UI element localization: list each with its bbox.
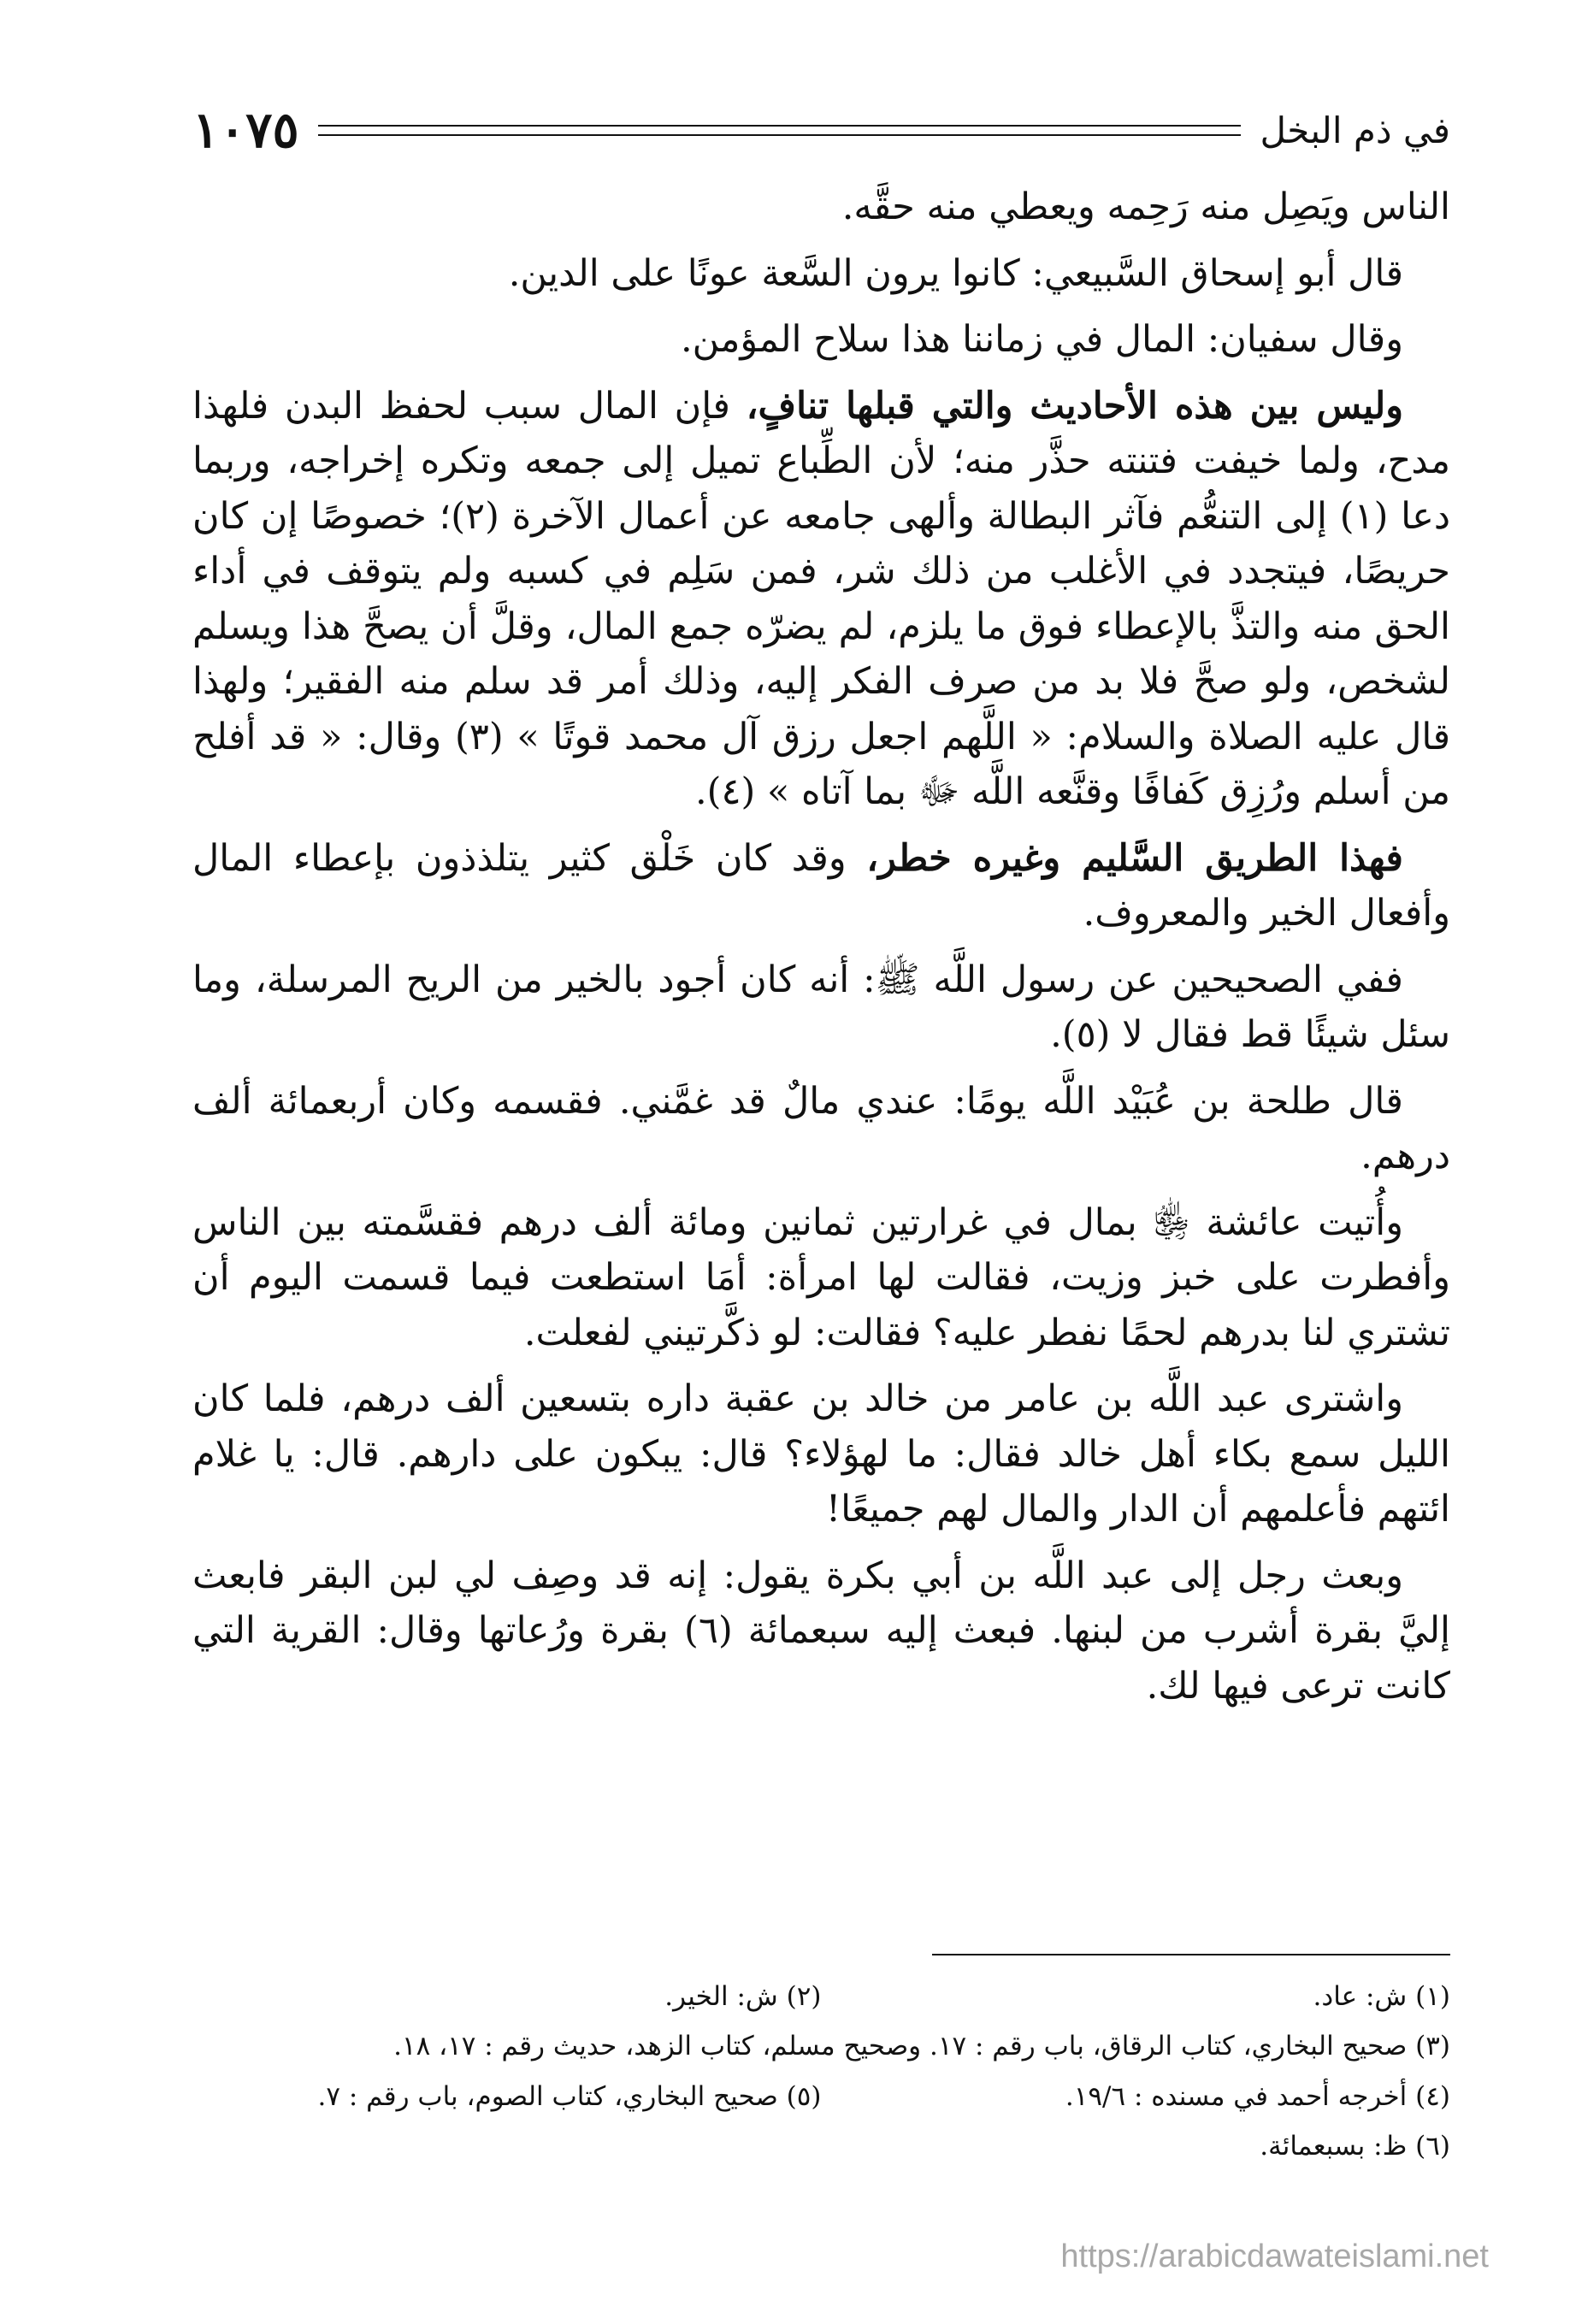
body-text	[192, 180, 1450, 1725]
paragraph: فهذا الطريق السَّليم وغيره خطر، وقد كان خَلْق كثير يتلذذون بإعطاء المال وأفعال الخير والمعروف.	[192, 836, 1450, 935]
paragraph: قال طلحة بن عُبَيْد اللَّه يومًا: عندي مالٌ قد غمَّني. فقسمه وكان أربعمائة ألف درهم.	[192, 1079, 1450, 1177]
footnote-5: (٥) صحيح البخاري، كتاب الصوم، باب رقم : ٧.	[317, 2080, 822, 2112]
footnote-row	[192, 2029, 1450, 2063]
paragraph: وبعث رجل إلى عبد اللَّه بن أبي بكرة يقول: إنه قد وصِف لي لبن البقر فابعث إليَّ بقرة أشرب من لبنها. فبعث إليه سبعمائة (٦) بقرة ورُعاتها وقال: القرية التي كانت ترعى فيها لك.	[192, 1554, 1450, 1708]
paragraph: قال أبو إسحاق السَّبيعي: كانوا يرون السَّعة عونًا على الدين.	[508, 251, 1403, 295]
page-number: ١٠٧٥	[192, 101, 299, 159]
footnote-separator	[932, 1954, 1450, 1955]
paragraph: ففي الصحيحين عن رسول اللَّه ﷺ: أنه كان أجود بالخير من الريح المرسلة، وما سئل شيئًا قط فقال لا (٥).	[192, 958, 1450, 1056]
paragraph: وقال سفيان: المال في زماننا هذا سلاح المؤمن.	[680, 318, 1403, 361]
paragraph: وأُتيت عائشة ﵂ بمال في غرارتين ثمانين ومائة ألف درهم فقسَّمته بين الناس وأفطرت على خبز وزيت، فقالت لها امرأة: أمَا استطعت فيما قسمت اليوم أن تشتري لنا بدرهم لحمًا نفطر عليه؟ فقالت: لو ذكَّرتيني لفعلت.	[192, 1200, 1450, 1354]
page-header	[192, 101, 1450, 159]
footnote-row	[192, 1979, 1450, 2014]
footnotes	[192, 1979, 1450, 2179]
bold-lead: وليس بين هذه الأحاديث والتي قبلها تنافٍ،	[746, 384, 1404, 428]
paragraph: وليس بين هذه الأحاديث والتي قبلها تنافٍ، فإن المال سبب لحفظ البدن فلهذا مدح، ولما خيفت فتنته حذَّر منه؛ لأن الطِّباع تميل إلى جمعه وتكره إخراجه، وربما دعا (١) إلى التنعُّم فآثر البطالة وألهى جامعه عن أعمال الآخرة (٢)؛ خصوصًا إن كان حريصًا، فيتجدد في الأغلب من ذلك شر، فمن سَلِم في كسبه ولم يتوقف في أداء الحق منه والتذَّ بالإعطاء فوق ما يلزم، لم يضرّه جمع المال، وقلَّ أن يصحَّ هذا ويسلم لشخص، ولو صحَّ فلا بد من صرف الفكر إليه، وذلك أمر قد سلم منه الفقير؛ ولهذا قال عليه الصلاة والسلام: « اللَّهم اجعل رزق آل محمد قوتًا » (٣) وقال: « قد أفلح من أسلم ورُزِق كَفافًا وقنَّعه اللَّه ﷻ بما آتاه » (٤).	[192, 384, 1451, 813]
bold-lead: فهذا الطريق السَّليم وغيره خطر،	[866, 836, 1403, 880]
footnote-1: (١) ش: عاد.	[1313, 1981, 1450, 2012]
footnote-6: (٦) ظ: بسبعمائة.	[1260, 2130, 1450, 2162]
running-title: في ذم البخل	[1260, 109, 1450, 151]
paragraph: واشترى عبد اللَّه بن عامر من خالد بن عقبة داره بتسعين ألف درهم، فلما كان الليل سمع بكاء أهل خالد فقال: ما لهؤلاء؟ قال: يبكون على دارهم. قال: يا غلام ائتهم فأعلمهم أن الدار والمال لهم جميعًا!	[192, 1377, 1450, 1531]
paragraph: الناس ويَصِل منه رَحِمه ويعطي منه حقَّه.	[841, 186, 1450, 228]
header-rule	[318, 125, 1242, 136]
footnote-4: (٤) أخرجه أحمد في مسنده : ١٩/٦.	[1065, 2080, 1450, 2112]
footnote-3: (٣) صحيح البخاري، كتاب الرقاق، باب رقم : ١٧. وصحيح مسلم، كتاب الزهد، حديث رقم : ١٧، ١٨.	[393, 2031, 1450, 2062]
watermark-url: https://arabicdawateislami.net	[1060, 2238, 1489, 2274]
footnote-2: (٢) ش: الخير.	[664, 1981, 822, 2012]
footnote-row	[192, 2079, 1450, 2114]
footnote-row	[192, 2129, 1450, 2163]
